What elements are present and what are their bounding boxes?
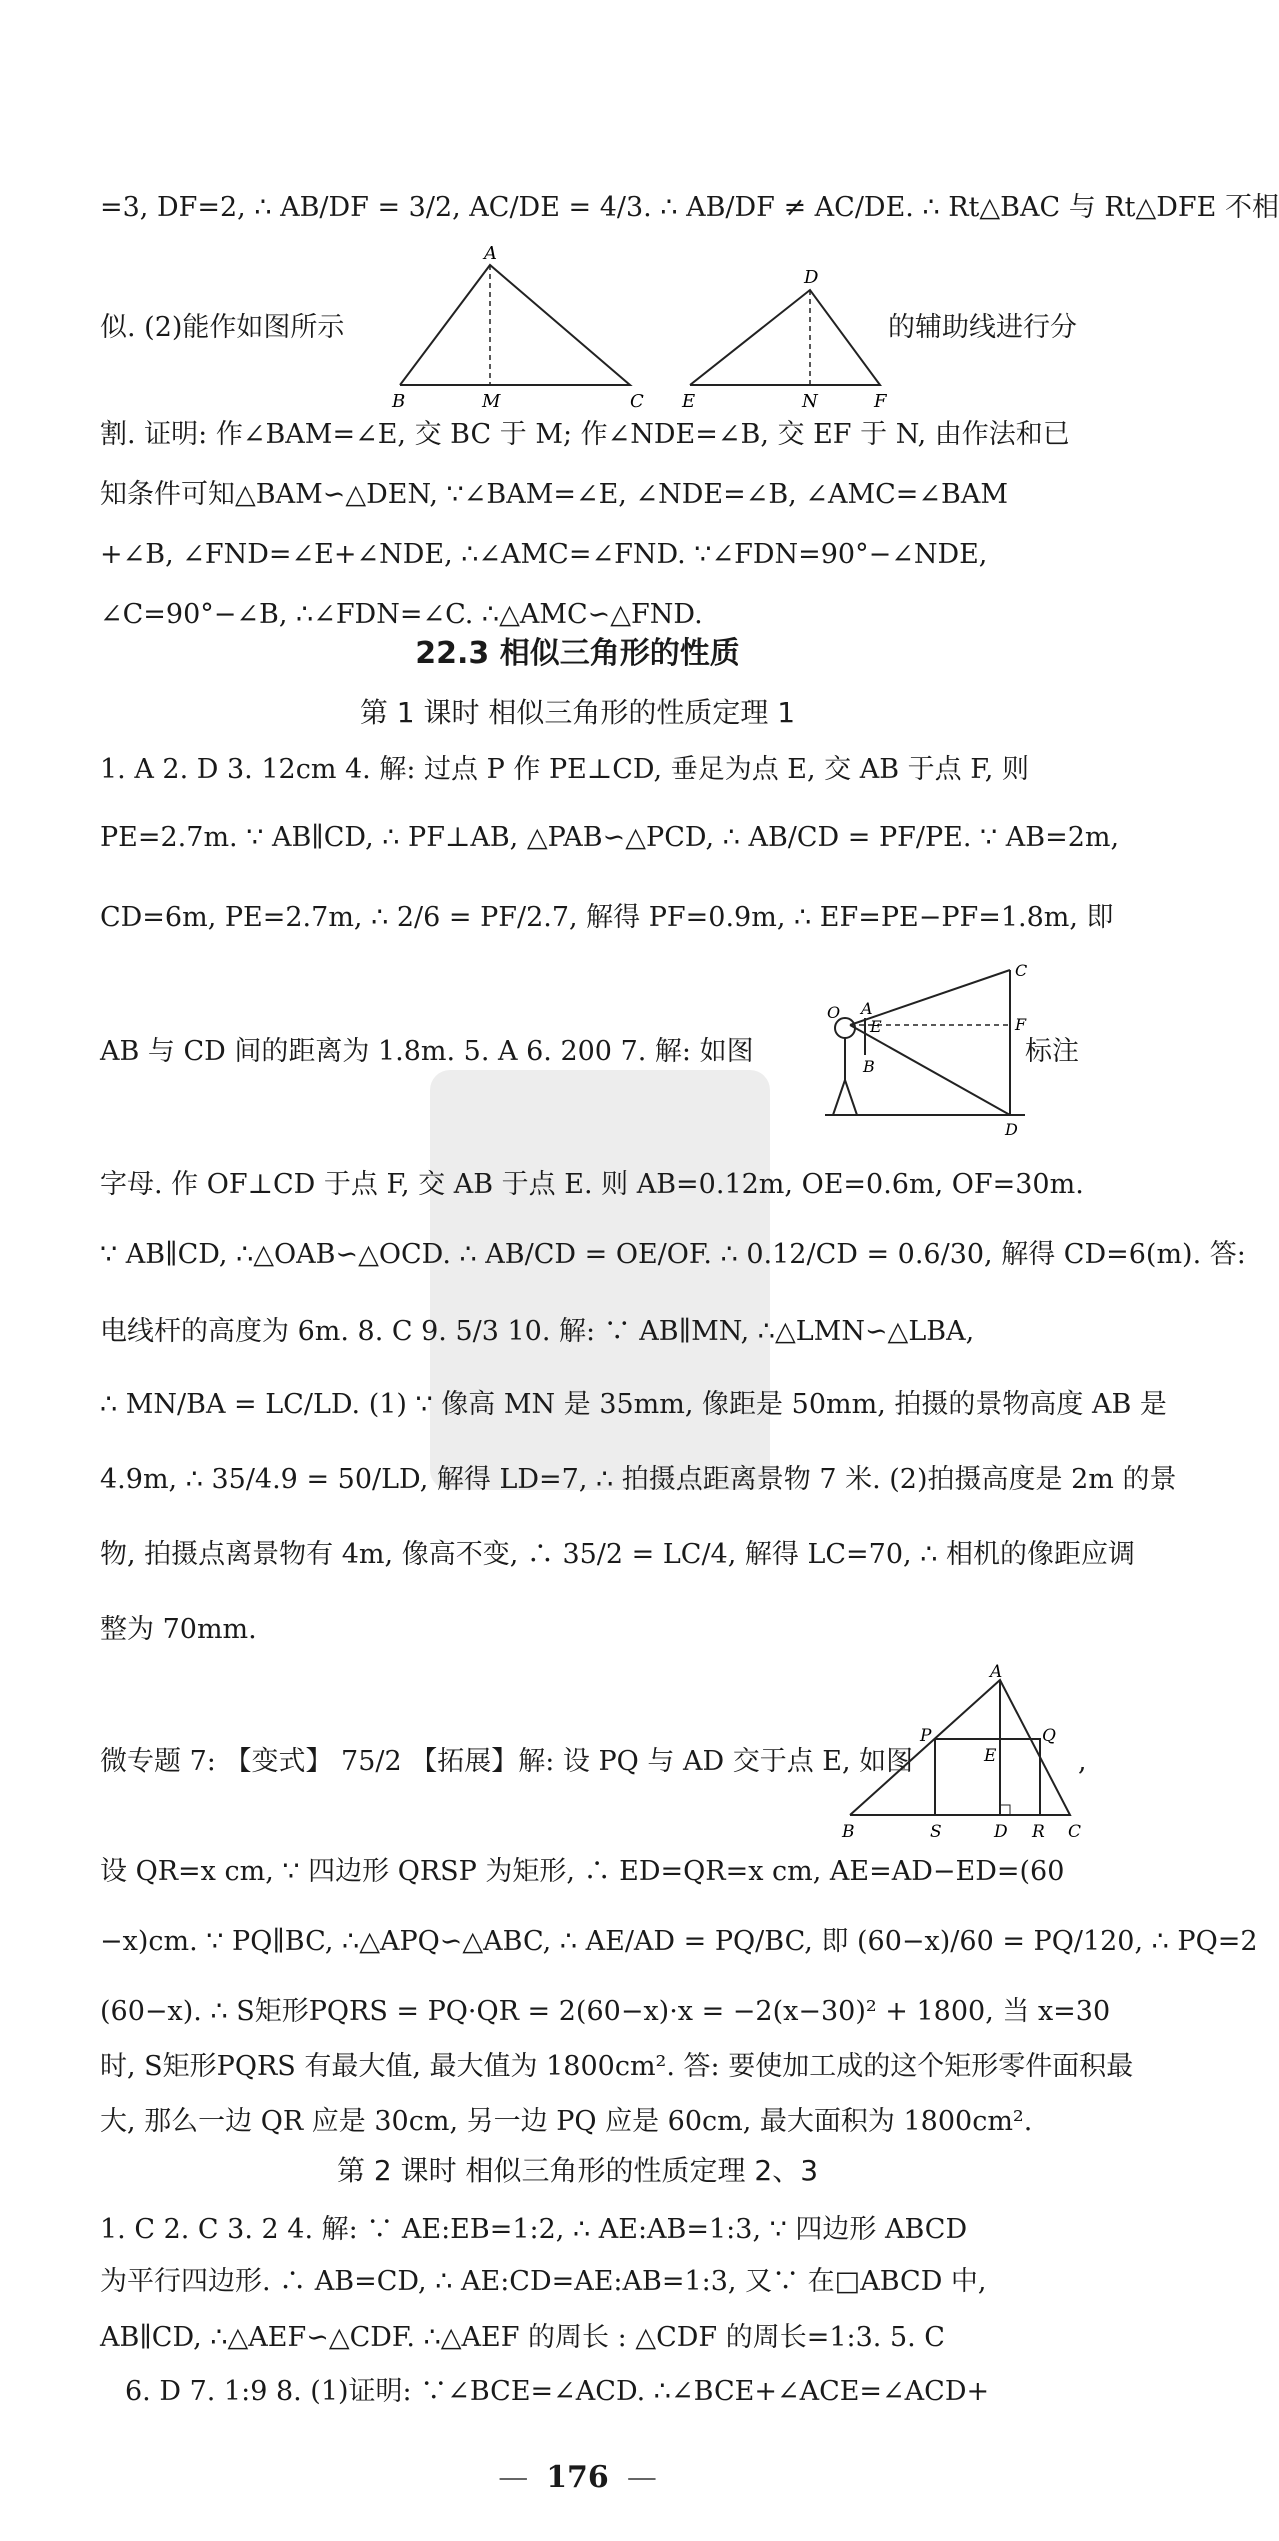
text-line-1: =3, DF=2, ∴ AB/DF = 3/2, AC/DE = 4/3. ∴ AB/DF ≠ AC/DE. ∴ Rt△BAC 与 Rt△DFE 不相 xyxy=(100,192,1279,223)
label-f2: F xyxy=(1015,1015,1027,1034)
label-a2: A xyxy=(861,999,873,1018)
label-e: E xyxy=(682,391,696,412)
text-line-7: 1. A 2. D 3. 12cm 4. 解: 过点 P 作 PE⊥CD, 垂足为点 E, 交 AB 于点 F, 则 xyxy=(100,754,1029,785)
label-b3: B xyxy=(842,1822,855,1842)
text-line-14: ∴ MN/BA = LC/LD. (1) ∵ 像高 MN 是 35mm, 像距是 50mm, 拍摄的景物高度 AB 是 xyxy=(100,1389,1167,1420)
text-line-23: 大, 那么一边 QR 应是 30cm, 另一边 PQ 应是 60cm, 最大面积为 1800cm². xyxy=(100,2106,1033,2137)
label-n: N xyxy=(802,391,818,412)
figure-rectangle-in-triangle xyxy=(840,1662,1090,1845)
text-line-13: 电线杆的高度为 6m. 8. C 9. 5/3 10. 解: ∵ AB∥MN, ∴△LMN∽△LBA, xyxy=(100,1316,975,1347)
text-line-5: +∠B, ∠FND=∠E+∠NDE, ∴∠AMC=∠FND. ∵∠FDN=90°−∠NDE, xyxy=(100,539,988,570)
label-a: A xyxy=(484,243,497,264)
text-line-21: (60−x). ∴ S矩形PQRS = PQ·QR = 2(60−x)·x = −2(x−30)² + 1800, 当 x=30 xyxy=(100,1996,1111,2027)
text-line-12: ∵ AB∥CD, ∴△OAB∽△OCD. ∴ AB/CD = OE/OF. ∴ 0.12/CD = 0.6/30, 解得 CD=6(m). 答: xyxy=(100,1239,1246,1270)
text-line-8: PE=2.7m. ∵ AB∥CD, ∴ PF⊥AB, △PAB∽△PCD, ∴ AB/CD = PF/PE. ∵ AB=2m, xyxy=(100,822,1120,853)
text-line-9: CD=6m, PE=2.7m, ∴ 2/6 = PF/2.7, 解得 PF=0.9m, ∴ EF=PE−PF=1.8m, 即 xyxy=(100,902,1114,933)
text-line-16: 物, 拍摄点离景物有 4m, 像高不变, ∴ 35/2 = LC/4, 解得 LC=70, ∴ 相机的像距应调 xyxy=(100,1539,1135,1570)
text-line-4: 知条件可知△BAM∽△DEN, ∵∠BAM=∠E, ∠NDE=∠B, ∠AMC=∠BAM xyxy=(100,479,1008,510)
page-number: — 176 — xyxy=(0,2460,1155,2495)
label-s: S xyxy=(930,1822,942,1842)
lesson-title-2: 第 2 课时 相似三角形的性质定理 2、3 xyxy=(336,2154,819,2187)
text-line-2a: 似. (2)能作如图所示 xyxy=(100,312,345,343)
text-line-17: 整为 70mm. xyxy=(100,1614,257,1645)
label-c3: C xyxy=(1068,1822,1082,1842)
text-line-3: 割. 证明: 作∠BAM=∠E, 交 BC 于 M; 作∠NDE=∠B, 交 EF 于 N, 由作法和已 xyxy=(100,419,1070,450)
label-c: C xyxy=(630,391,644,412)
text-line-27: 6. D 7. 1:9 8. (1)证明: ∵∠BCE=∠ACD. ∴∠BCE+∠ACE=∠ACD+ xyxy=(125,2376,990,2407)
label-p: P xyxy=(920,1726,932,1746)
label-e3: E xyxy=(984,1746,997,1766)
text-line-24: 1. C 2. C 3. 2 4. 解: ∵ AE:EB=1:2, ∴ AE:AB=1:3, ∵ 四边形 ABCD xyxy=(100,2214,968,2245)
text-line-25: 为平行四边形. ∴ AB=CD, ∴ AE:CD=AE:AB=1:3, 又∵ 在□ABCD 中, xyxy=(100,2266,987,2297)
text-line-6: ∠C=90°−∠B, ∴∠FDN=∠C. ∴△AMC∽△FND. xyxy=(100,599,703,630)
text-line-26: AB∥CD, ∴△AEF∽△CDF. ∴△AEF 的周长 : △CDF 的周长=1:3. 5. C xyxy=(100,2322,945,2353)
label-b2: B xyxy=(863,1057,875,1076)
text-line-10: AB 与 CD 间的距离为 1.8m. 5. A 6. 200 7. 解: 如图 xyxy=(100,1036,754,1067)
text-line-2b: 的辅助线进行分 xyxy=(888,312,1077,343)
label-d2: D xyxy=(1005,1120,1018,1139)
text-line-20: −x)cm. ∵ PQ∥BC, ∴△APQ∽△ABC, ∴ AE/AD = PQ/BC, 即 (60−x)/60 = PQ/120, ∴ PQ=2 xyxy=(100,1926,1258,1957)
label-o: O xyxy=(827,1003,841,1022)
label-r: R xyxy=(1032,1822,1045,1842)
text-line-18b: , xyxy=(1078,1746,1087,1777)
text-line-11: 字母. 作 OF⊥CD 于点 F, 交 AB 于点 E. 则 AB=0.12m, OE=0.6m, OF=30m. xyxy=(100,1169,1084,1200)
text-line-19: 设 QR=x cm, ∵ 四边形 QRSP 为矩形, ∴ ED=QR=x cm, AE=AD−ED=(60 xyxy=(100,1856,1065,1887)
label-e2: E xyxy=(870,1017,882,1036)
text-line-15: 4.9m, ∴ 35/4.9 = 50/LD, 解得 LD=7, ∴ 拍摄点距离景物 7 米. (2)拍摄高度是 2m 的景 xyxy=(100,1464,1177,1495)
lesson-title-1: 第 1 课时 相似三角形的性质定理 1 xyxy=(359,696,796,729)
label-d: D xyxy=(804,267,819,288)
section-title: 22.3 相似三角形的性质 xyxy=(415,636,740,671)
label-a3: A xyxy=(990,1662,1003,1682)
label-c2: C xyxy=(1015,961,1028,980)
text-line-10b: 标注 xyxy=(1025,1036,1079,1067)
label-b: B xyxy=(392,391,406,412)
figure-pole xyxy=(815,960,1045,1150)
label-m: M xyxy=(482,391,501,412)
label-q: Q xyxy=(1042,1726,1056,1746)
label-f: F xyxy=(874,391,887,412)
watermark xyxy=(430,1070,770,1490)
figure-similar-triangles xyxy=(390,245,890,415)
label-d3: D xyxy=(994,1822,1008,1842)
text-line-22: 时, S矩形PQRS 有最大值, 最大值为 1800cm². 答: 要使加工成的这个矩形零件面积最 xyxy=(100,2051,1134,2082)
text-line-18: 微专题 7: 【变式】 75/2 【拓展】解: 设 PQ 与 AD 交于点 E, 如图 xyxy=(100,1746,914,1777)
